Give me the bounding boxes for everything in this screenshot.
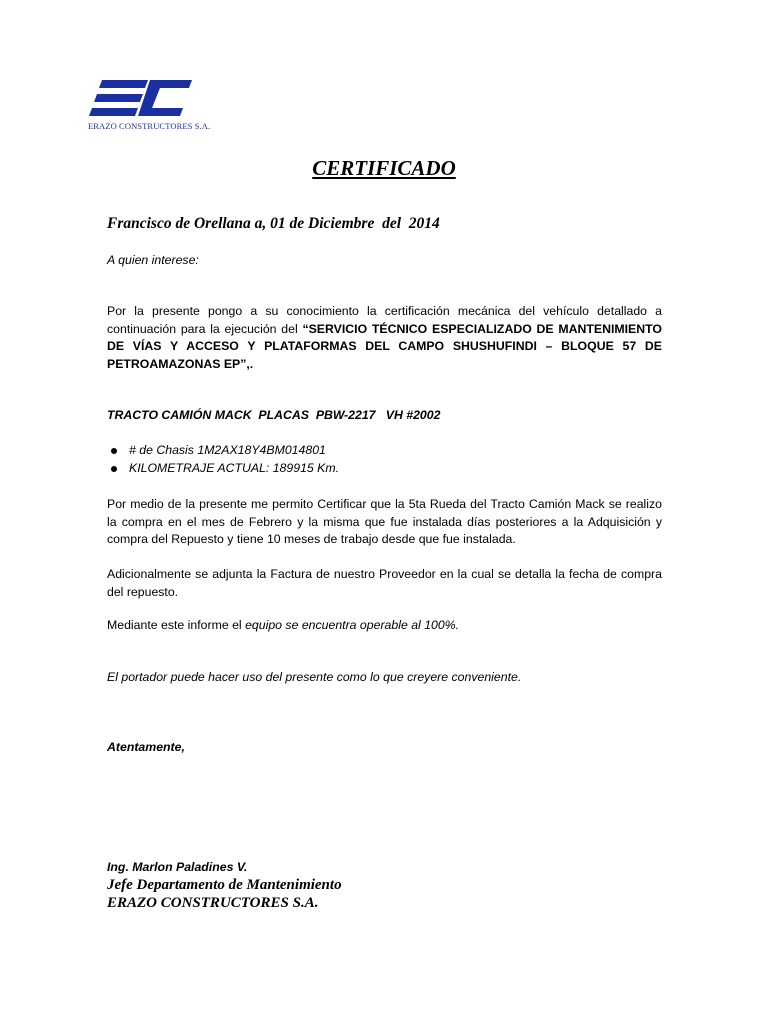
paragraph-certification: Por medio de la presente me permito Certificar que la 5ta Rueda del Tracto Camión Mack se realizo la compra en el mes de Febrero y la misma que fue instalada días posteriores a la Adquisición y compra del Repuesto y tiene 10 meses de trabajo desde que fue instalada. [107,497,662,546]
document-title: CERTIFICADO [312,156,456,180]
paragraph-status-prefix: Mediante este informe el [107,618,246,632]
signatory-company: ERAZO CONSTRUCTORES S.A. [107,895,319,911]
list-item: KILOMETRAJE ACTUAL: 189915 Km. [107,460,339,478]
closing: Atentamente, [107,740,185,754]
vehicle-details-list [107,442,339,477]
list-item: # de Chasis 1M2AX18Y4BM014801 [107,442,339,460]
vehicle-line: TRACTO CAMIÓN MACK PLACAS PBW-2217 VH #2002 [107,408,441,422]
paragraph-usage: El portador puede hacer uso del presente como lo que creyere conveniente. [107,670,522,684]
paragraph-intro [107,303,662,373]
paragraph-intro-text: Por la presente pongo a su conocimiento la certificación mecánica del vehículo detallado a continuación para la ejecución del [107,304,662,336]
greeting: A quien interese: [107,253,199,267]
company-logo [88,74,198,124]
service-name: “SERVICIO TÉCNICO ESPECIALIZADO DE MANTENIMIENTO DE VÍAS Y ACCESO Y PLATAFORMAS DEL CAMPO SHUSHUFINDI – BLOQUE 57 DE PETROAMAZONAS EP”,. [107,321,662,371]
signatory-name: Ing. Marlon Paladines V. [107,860,248,874]
place-date: Francisco de Orellana a, 01 de Diciembre del 2014 [107,215,440,232]
paragraph-invoice: Adicionalmente se adjunta la Factura de nuestro Proveedor en la cual se detalla la fecha de compra del repuesto. [107,567,662,599]
company-name-small: ERAZO CONSTRUCTORES S.A. [88,121,211,131]
paragraph-status [107,617,662,635]
paragraph-status-italic: equipo se encuentra operable al 100%. [245,618,460,632]
signatory-role: Jefe Departamento de Mantenimiento [107,877,342,893]
